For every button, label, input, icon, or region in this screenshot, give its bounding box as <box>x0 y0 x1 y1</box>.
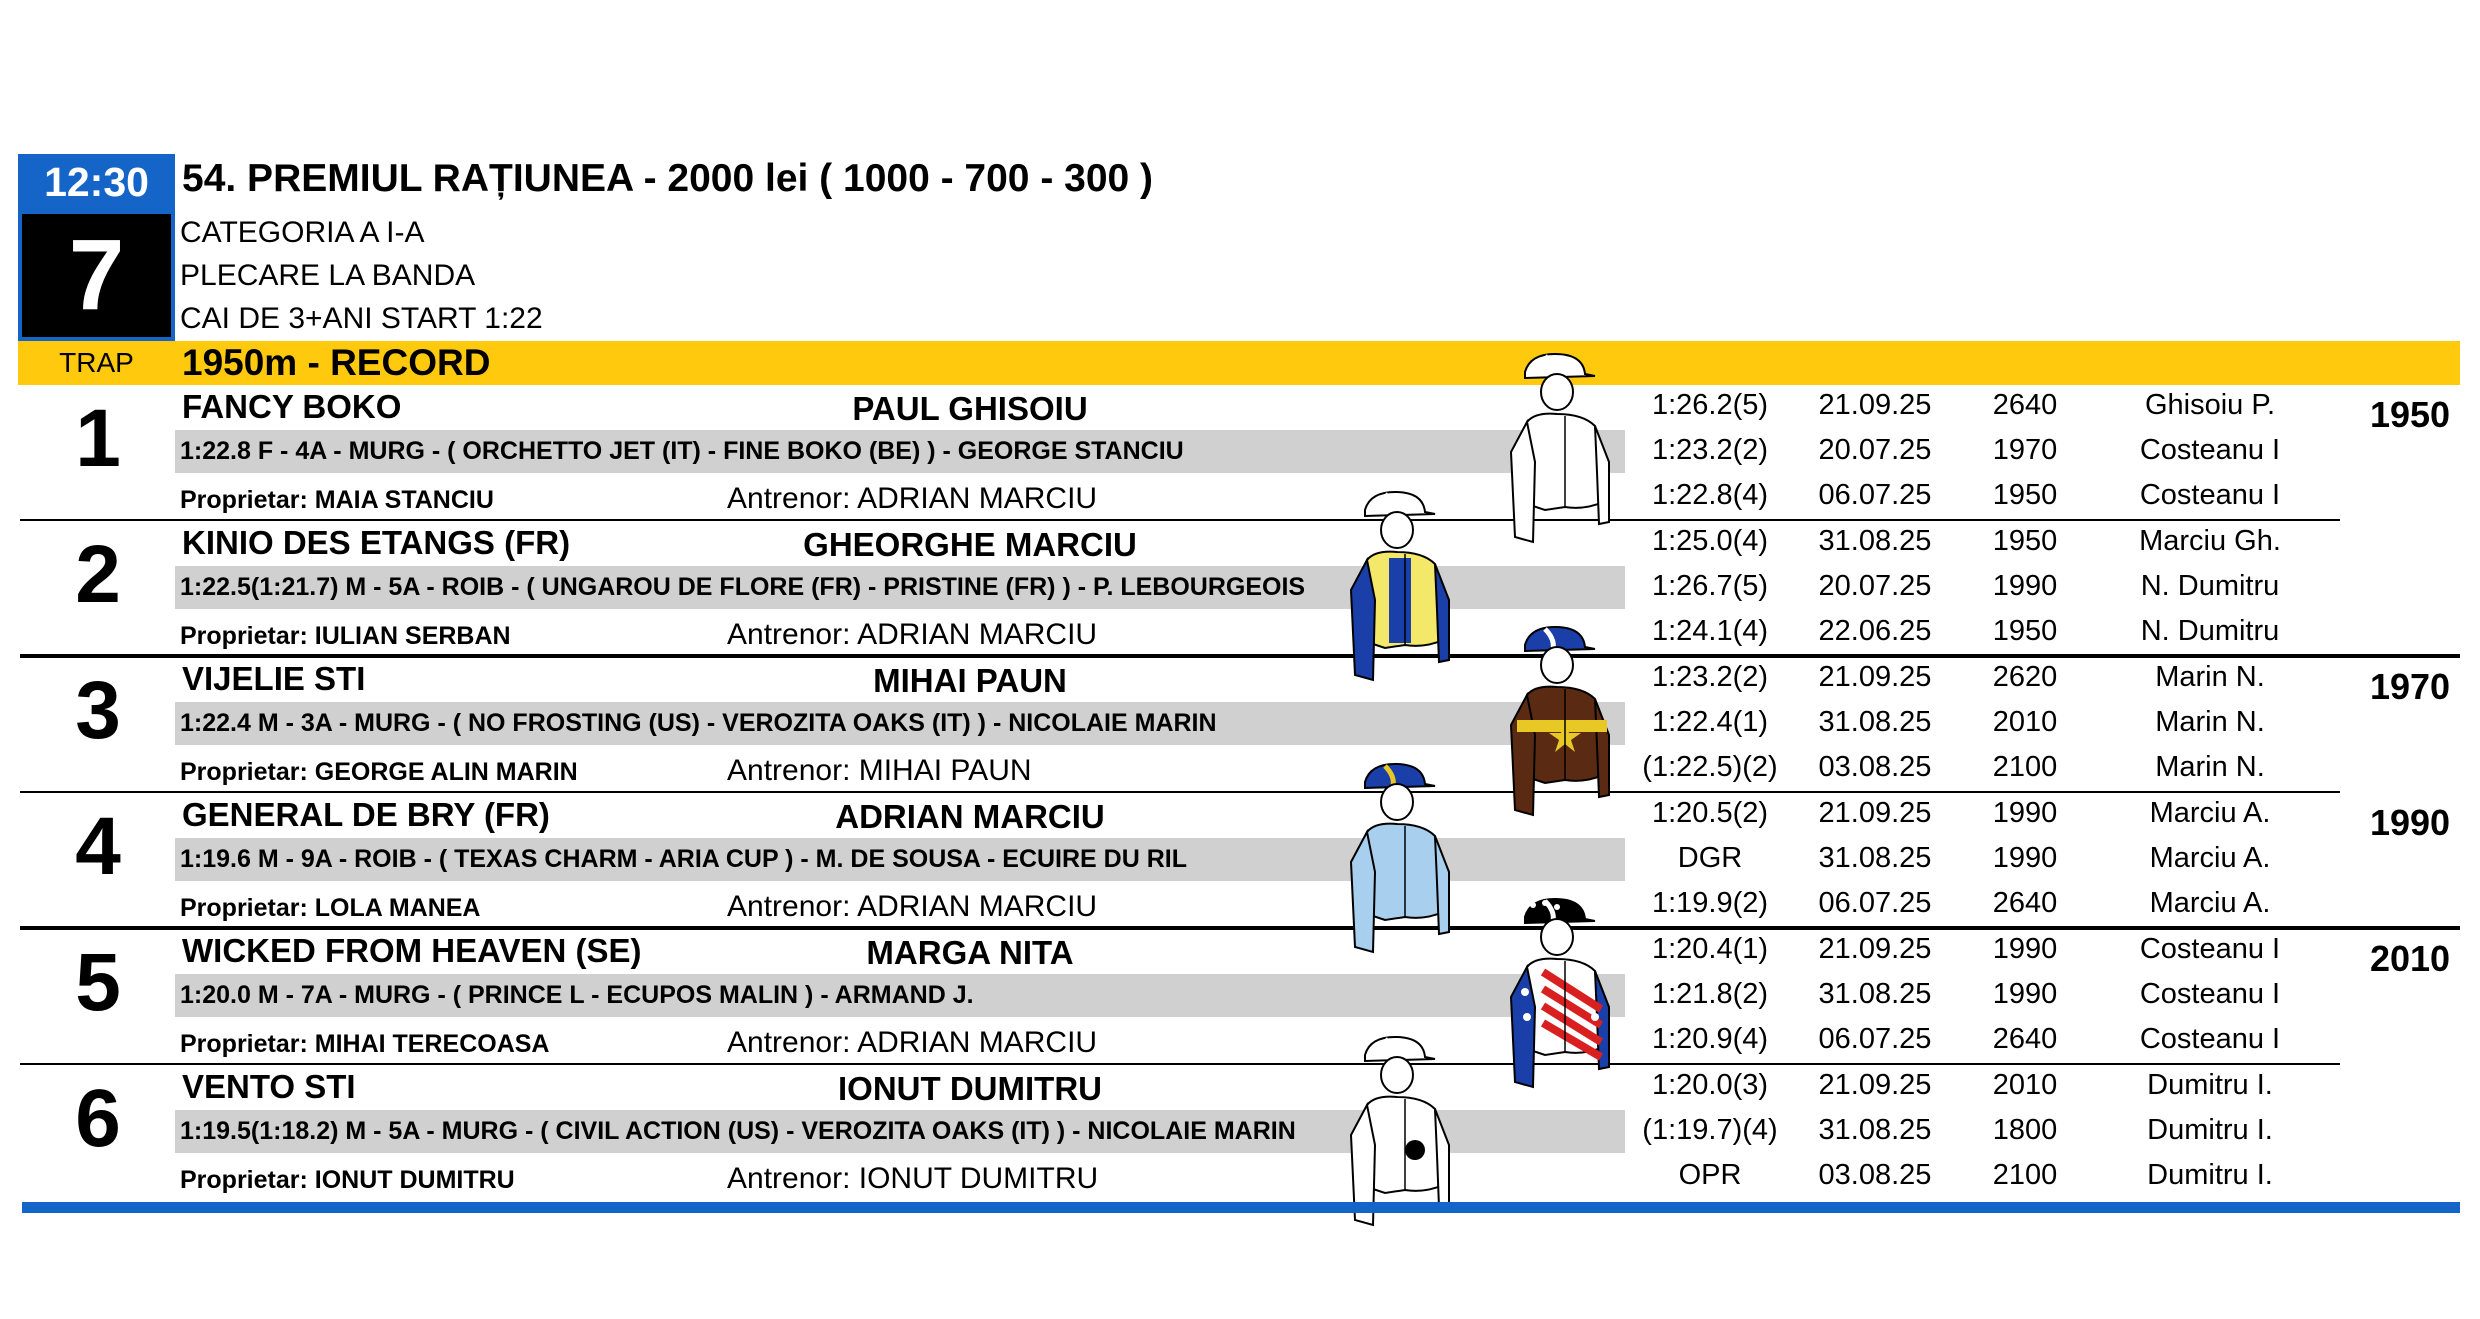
race-condition-age: CAI DE 3+ANI START 1:22 <box>180 302 543 335</box>
perf-distance: 2100 <box>1992 751 2058 783</box>
owner-label: Proprietar: IONUT DUMITRU <box>180 1166 515 1194</box>
entry-number: 4 <box>75 801 121 892</box>
entry-number: 1 <box>75 393 121 484</box>
preferred-distance: 1950 <box>2369 394 2451 435</box>
preferred-distance: 1990 <box>2369 802 2451 843</box>
jockey-silks-icon <box>1505 352 1615 557</box>
driver-name: IONUT DUMITRU <box>838 1070 1102 1107</box>
perf-driver: Marin N. <box>2155 706 2265 738</box>
perf-driver: Marin N. <box>2155 751 2265 783</box>
perf-driver: Costeanu I <box>2139 434 2281 466</box>
perf-date: 31.08.25 <box>1818 978 1932 1010</box>
perf-date: 06.07.25 <box>1818 479 1932 511</box>
perf-distance: 2100 <box>1992 1159 2058 1191</box>
perf-driver: N. Dumitru <box>2140 570 2280 602</box>
perf-time: 1:26.2(5) <box>1651 389 1769 421</box>
perf-distance: 1990 <box>1992 842 2058 874</box>
perf-distance: 1990 <box>1992 978 2058 1010</box>
perf-time: 1:20.5(2) <box>1651 797 1769 829</box>
perf-time: 1:26.7(5) <box>1651 570 1769 602</box>
perf-driver: N. Dumitru <box>2140 615 2280 647</box>
row-separator <box>20 519 2340 521</box>
perf-distance: 1970 <box>1992 434 2058 466</box>
race-title: 54. PREMIUL RAȚIUNEA - 2000 lei ( 1000 - 700 - 300 ) <box>182 157 1154 200</box>
perf-distance: 1990 <box>1992 933 2058 965</box>
perf-driver: Dumitru I. <box>2147 1159 2273 1191</box>
owner-label: Proprietar: IULIAN SERBAN <box>180 622 511 650</box>
perf-date: 03.08.25 <box>1818 1159 1932 1191</box>
perf-driver: Dumitru I. <box>2147 1069 2273 1101</box>
perf-time: 1:22.4(1) <box>1651 706 1769 738</box>
perf-date: 22.06.25 <box>1818 615 1932 647</box>
perf-time: 1:21.8(2) <box>1651 978 1769 1010</box>
perf-time: 1:19.9(2) <box>1651 887 1769 919</box>
trainer-label: Antrenor: ADRIAN MARCIU <box>727 1026 1098 1059</box>
perf-time: (1:19.7)(4) <box>1642 1114 1778 1146</box>
perf-distance: 1990 <box>1992 570 2058 602</box>
trap-label: TRAP <box>59 347 134 378</box>
owner-label: Proprietar: MIHAI TERECOASA <box>180 1030 550 1058</box>
perf-driver: Costeanu I <box>2139 933 2281 965</box>
entry-number: 3 <box>75 665 121 756</box>
perf-driver: Ghisoiu P. <box>2144 389 2276 421</box>
perf-time: 1:24.1(4) <box>1651 615 1769 647</box>
horse-name: KINIO DES ETANGS (FR) <box>182 524 571 561</box>
perf-driver: Costeanu I <box>2139 1023 2281 1055</box>
row-separator <box>20 654 2460 658</box>
trainer-label: Antrenor: ADRIAN MARCIU <box>727 482 1098 515</box>
bottom-border <box>22 1202 2460 1213</box>
entry-number: 5 <box>75 937 121 1028</box>
perf-driver: Marciu Gh. <box>2139 525 2281 557</box>
perf-driver: Marciu A. <box>2149 797 2271 829</box>
perf-driver: Marciu A. <box>2149 842 2271 874</box>
driver-name: MARGA NITA <box>866 934 1074 971</box>
perf-date: 20.07.25 <box>1818 434 1932 466</box>
preferred-distance: 2010 <box>2369 938 2451 979</box>
driver-name: MIHAI PAUN <box>873 662 1067 699</box>
perf-time: (1:22.5)(2) <box>1642 751 1778 783</box>
entry-number: 2 <box>75 529 121 620</box>
horse-name: FANCY BOKO <box>182 388 402 425</box>
perf-driver: Dumitru I. <box>2147 1114 2273 1146</box>
horse-name: VIJELIE STI <box>182 660 366 697</box>
trainer-label: Antrenor: ADRIAN MARCIU <box>727 618 1098 651</box>
perf-time: 1:20.9(4) <box>1651 1023 1769 1055</box>
pedigree-line: 1:22.5(1:21.7) M - 5A - ROIB - ( UNGAROU DE FLORE (FR) - PRISTINE (FR) ) - P. LEBOURGEOIS <box>180 573 1306 601</box>
horse-name: GENERAL DE BRY (FR) <box>182 796 550 833</box>
perf-distance: 2010 <box>1992 1069 2058 1101</box>
perf-driver: Costeanu I <box>2139 479 2281 511</box>
trainer-label: Antrenor: ADRIAN MARCIU <box>727 890 1098 923</box>
race-condition-start: PLECARE LA BANDA <box>180 259 476 292</box>
perf-time: 1:22.8(4) <box>1651 479 1769 511</box>
horse-name: WICKED FROM HEAVEN (SE) <box>182 932 642 969</box>
pedigree-line: 1:22.4 M - 3A - MURG - ( NO FROSTING (US) - VEROZITA OAKS (IT) ) - NICOLAIE MARIN <box>180 709 1217 737</box>
driver-name: ADRIAN MARCIU <box>835 798 1105 835</box>
perf-time: 1:20.0(3) <box>1651 1069 1769 1101</box>
perf-distance: 2010 <box>1992 706 2058 738</box>
perf-date: 31.08.25 <box>1818 842 1932 874</box>
distance-label: 1950m - RECORD <box>182 342 491 383</box>
perf-date: 20.07.25 <box>1818 570 1932 602</box>
perf-distance: 2640 <box>1992 887 2058 919</box>
perf-time: 1:23.2(2) <box>1651 434 1769 466</box>
perf-distance: 2640 <box>1992 1023 2058 1055</box>
race-number: 7 <box>18 210 175 341</box>
perf-distance: 1800 <box>1992 1114 2058 1146</box>
perf-date: 21.09.25 <box>1818 389 1932 421</box>
preferred-distance: 1970 <box>2369 666 2451 707</box>
perf-distance: 1950 <box>1992 525 2058 557</box>
trainer-label: Antrenor: MIHAI PAUN <box>727 754 1032 787</box>
row-separator <box>20 926 2460 930</box>
perf-date: 06.07.25 <box>1818 1023 1932 1055</box>
jockey-silks-icon <box>1345 762 1455 967</box>
perf-date: 31.08.25 <box>1818 525 1932 557</box>
owner-label: Proprietar: MAIA STANCIU <box>180 486 494 514</box>
driver-name: PAUL GHISOIU <box>852 390 1088 427</box>
perf-distance: 2620 <box>1992 661 2058 693</box>
perf-time: 1:20.4(1) <box>1651 933 1769 965</box>
perf-date: 21.09.25 <box>1818 933 1932 965</box>
perf-time: DGR <box>1677 842 1743 874</box>
jockey-silks-icon <box>1505 897 1615 1102</box>
perf-time: OPR <box>1678 1159 1742 1191</box>
jockey-silks-icon <box>1505 625 1615 830</box>
owner-label: Proprietar: LOLA MANEA <box>180 894 481 922</box>
perf-driver: Marin N. <box>2155 661 2265 693</box>
perf-driver: Costeanu I <box>2139 978 2281 1010</box>
row-separator <box>20 791 2340 793</box>
row-separator <box>20 1063 2340 1065</box>
perf-distance: 2640 <box>1992 389 2058 421</box>
pedigree-line: 1:19.5(1:18.2) M - 5A - MURG - ( CIVIL ACTION (US) - VEROZITA OAKS (IT) ) - NICOLAIE MARIN <box>180 1117 1296 1145</box>
perf-date: 21.09.25 <box>1818 1069 1932 1101</box>
perf-time: 1:23.2(2) <box>1651 661 1769 693</box>
perf-time: 1:25.0(4) <box>1651 525 1769 557</box>
race-condition-category: CATEGORIA A I-A <box>180 216 425 249</box>
race-time: 12:30 <box>18 154 175 210</box>
perf-date: 31.08.25 <box>1818 706 1932 738</box>
entry-number: 6 <box>75 1073 121 1164</box>
horse-name: VENTO STI <box>182 1068 356 1105</box>
perf-date: 06.07.25 <box>1818 887 1932 919</box>
pedigree-line: 1:19.6 M - 9A - ROIB - ( TEXAS CHARM - ARIA CUP ) - M. DE SOUSA - ECUIRE DU RIL <box>180 845 1187 873</box>
pedigree-line: 1:22.8 F - 4A - MURG - ( ORCHETTO JET (IT) - FINE BOKO (BE) ) - GEORGE STANCIU <box>180 437 1184 465</box>
owner-label: Proprietar: GEORGE ALIN MARIN <box>180 758 578 786</box>
perf-date: 21.09.25 <box>1818 797 1932 829</box>
perf-date: 21.09.25 <box>1818 661 1932 693</box>
jockey-silks-icon <box>1345 490 1455 695</box>
perf-date: 31.08.25 <box>1818 1114 1932 1146</box>
trainer-label: Antrenor: IONUT DUMITRU <box>727 1162 1099 1195</box>
perf-distance: 1950 <box>1992 479 2058 511</box>
driver-name: GHEORGHE MARCIU <box>803 526 1137 563</box>
perf-distance: 1950 <box>1992 615 2058 647</box>
perf-distance: 1990 <box>1992 797 2058 829</box>
pedigree-line: 1:20.0 M - 7A - MURG - ( PRINCE L - ECUPOS MALIN ) - ARMAND J. <box>180 981 974 1009</box>
perf-date: 03.08.25 <box>1818 751 1932 783</box>
perf-driver: Marciu A. <box>2149 887 2271 919</box>
